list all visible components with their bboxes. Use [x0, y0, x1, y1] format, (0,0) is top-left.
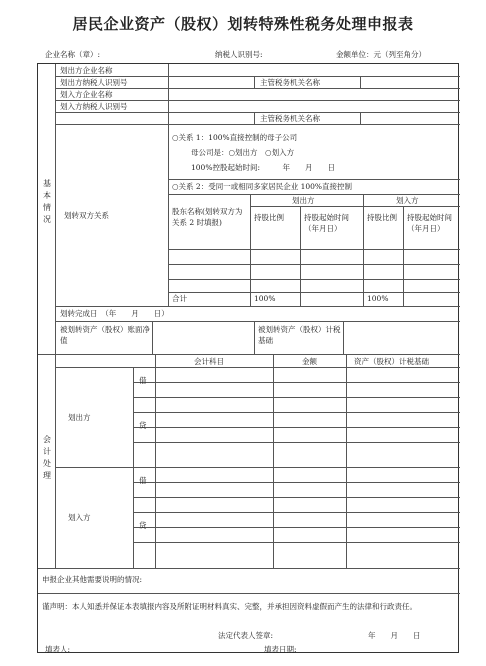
row-line — [133, 512, 460, 513]
completion-date-label: 划转完成日 （年 月 日） — [60, 309, 169, 318]
relation1-text: ○关系 1：100%直接控制的母子公司 — [172, 133, 298, 142]
since-out-label: 持股起始时间（年月日） — [304, 213, 349, 233]
row-line — [133, 542, 460, 543]
in-authority-label: 主管税务机关名称 — [260, 114, 320, 123]
shareholder-head: 股东名称(划转双方为关系 2 时填报) — [172, 207, 243, 227]
row-line — [55, 88, 460, 89]
col-line — [346, 354, 347, 568]
pct-out-value: 100% — [254, 294, 276, 303]
declaration-text: 谨声明：本人知悉并保证本表填报内容及所附证明材料真实、完整，并承担因资料虚假而产生的法律和行政责任。 — [42, 602, 417, 611]
in-name-label: 划入方企业名称 — [60, 90, 113, 99]
row-line — [133, 397, 460, 398]
row-line — [133, 527, 460, 528]
section-divider — [55, 64, 56, 354]
col-line — [250, 194, 251, 306]
section-separator — [38, 568, 460, 569]
col-line — [254, 321, 255, 354]
form-table — [37, 63, 459, 653]
ratio-out-label: 持股比例 — [254, 213, 284, 222]
relation1-parent: 母公司是：○划出方 ○划入方 — [191, 148, 295, 157]
col-line — [360, 112, 361, 124]
form-title: 居民企业资产（股权）划转特殊性税务处理申报表 — [72, 15, 414, 33]
enterprise-name-label: 企业名称（章）: — [45, 50, 101, 59]
filler-label: 填表人: — [45, 645, 71, 654]
row-line — [168, 249, 460, 250]
row-line — [133, 412, 460, 413]
col-line — [168, 64, 169, 124]
relation2-text: ○关系 2：受同一或相同多家居民企业 100%直接控制 — [172, 182, 353, 191]
col-subject-label: 会计科目 — [194, 357, 224, 366]
in-tax-id-label: 划入方纳税人识别号 — [60, 102, 128, 111]
taxpayer-id-label: 纳税人识别号: — [215, 50, 263, 59]
row-line — [55, 306, 460, 307]
pct-in-value: 100% — [367, 294, 389, 303]
col-amount-label: 金额 — [302, 357, 317, 366]
col-line — [403, 206, 404, 306]
col-line — [300, 206, 301, 306]
row-line — [133, 427, 460, 428]
accounting-section-label: 会计处理 — [43, 435, 51, 480]
relation1-since: 100%控股起始时间: 年 月 日 — [191, 163, 335, 172]
col-line — [254, 112, 255, 124]
row-line — [168, 279, 460, 280]
out-authority-label: 主管税务机关名称 — [260, 78, 320, 87]
col-line — [363, 194, 364, 306]
col-line — [152, 321, 153, 354]
out-tax-id-label: 划出方纳税人识别号 — [60, 78, 128, 87]
debit-label: 借 — [139, 376, 147, 385]
out-party-label: 划出方 — [68, 413, 91, 422]
tax-basis-label: 被划转资产（股权）计税基础 — [258, 325, 341, 345]
row-line — [55, 467, 460, 468]
section-separator — [38, 354, 460, 355]
net-value-label: 被划转资产（股权）账面净值 — [60, 325, 150, 345]
row-line — [168, 264, 460, 265]
out-name-label: 划出方企业名称 — [60, 66, 113, 75]
in-party-label: 划入方 — [68, 513, 91, 522]
section-separator — [38, 593, 460, 594]
row-line — [133, 382, 460, 383]
row-line — [168, 292, 460, 293]
group-out-label: 划出方 — [292, 196, 315, 205]
col-line — [273, 354, 274, 568]
row-line — [250, 206, 460, 207]
row-line — [55, 124, 460, 125]
credit-label: 贷 — [139, 521, 147, 530]
amount-unit-label: 金额单位：元（列至角分） — [336, 50, 426, 59]
col-line — [343, 321, 344, 354]
row-line — [168, 179, 460, 180]
col-line — [155, 354, 156, 568]
row-line — [133, 482, 460, 483]
row-line — [55, 321, 460, 322]
since-in-label: 持股起始时间（年月日） — [407, 213, 452, 233]
relation-label: 划转双方关系 — [64, 211, 109, 220]
other-note-label: 申报企业其他需要说明的情况: — [42, 575, 143, 584]
row-line — [133, 442, 460, 443]
signature-label: 法定代表人签章: — [218, 631, 274, 640]
col-line — [254, 76, 255, 88]
group-in-label: 划入方 — [396, 196, 419, 205]
row-line — [55, 367, 460, 368]
basic-section-label: 基本情况 — [43, 179, 51, 224]
ratio-in-label: 持股比例 — [367, 213, 397, 222]
fill-date-label: 填表日期: — [264, 645, 297, 654]
col-line — [360, 76, 361, 88]
row-line — [133, 497, 460, 498]
total-label: 合计 — [172, 294, 187, 303]
sign-date-label: 年 月 日 — [368, 631, 421, 640]
credit-label: 贷 — [139, 421, 147, 430]
row-line — [55, 112, 460, 113]
section-divider — [55, 354, 56, 568]
col-basis-label: 资产（股权）计税基础 — [354, 357, 429, 366]
debit-label: 借 — [139, 476, 147, 485]
